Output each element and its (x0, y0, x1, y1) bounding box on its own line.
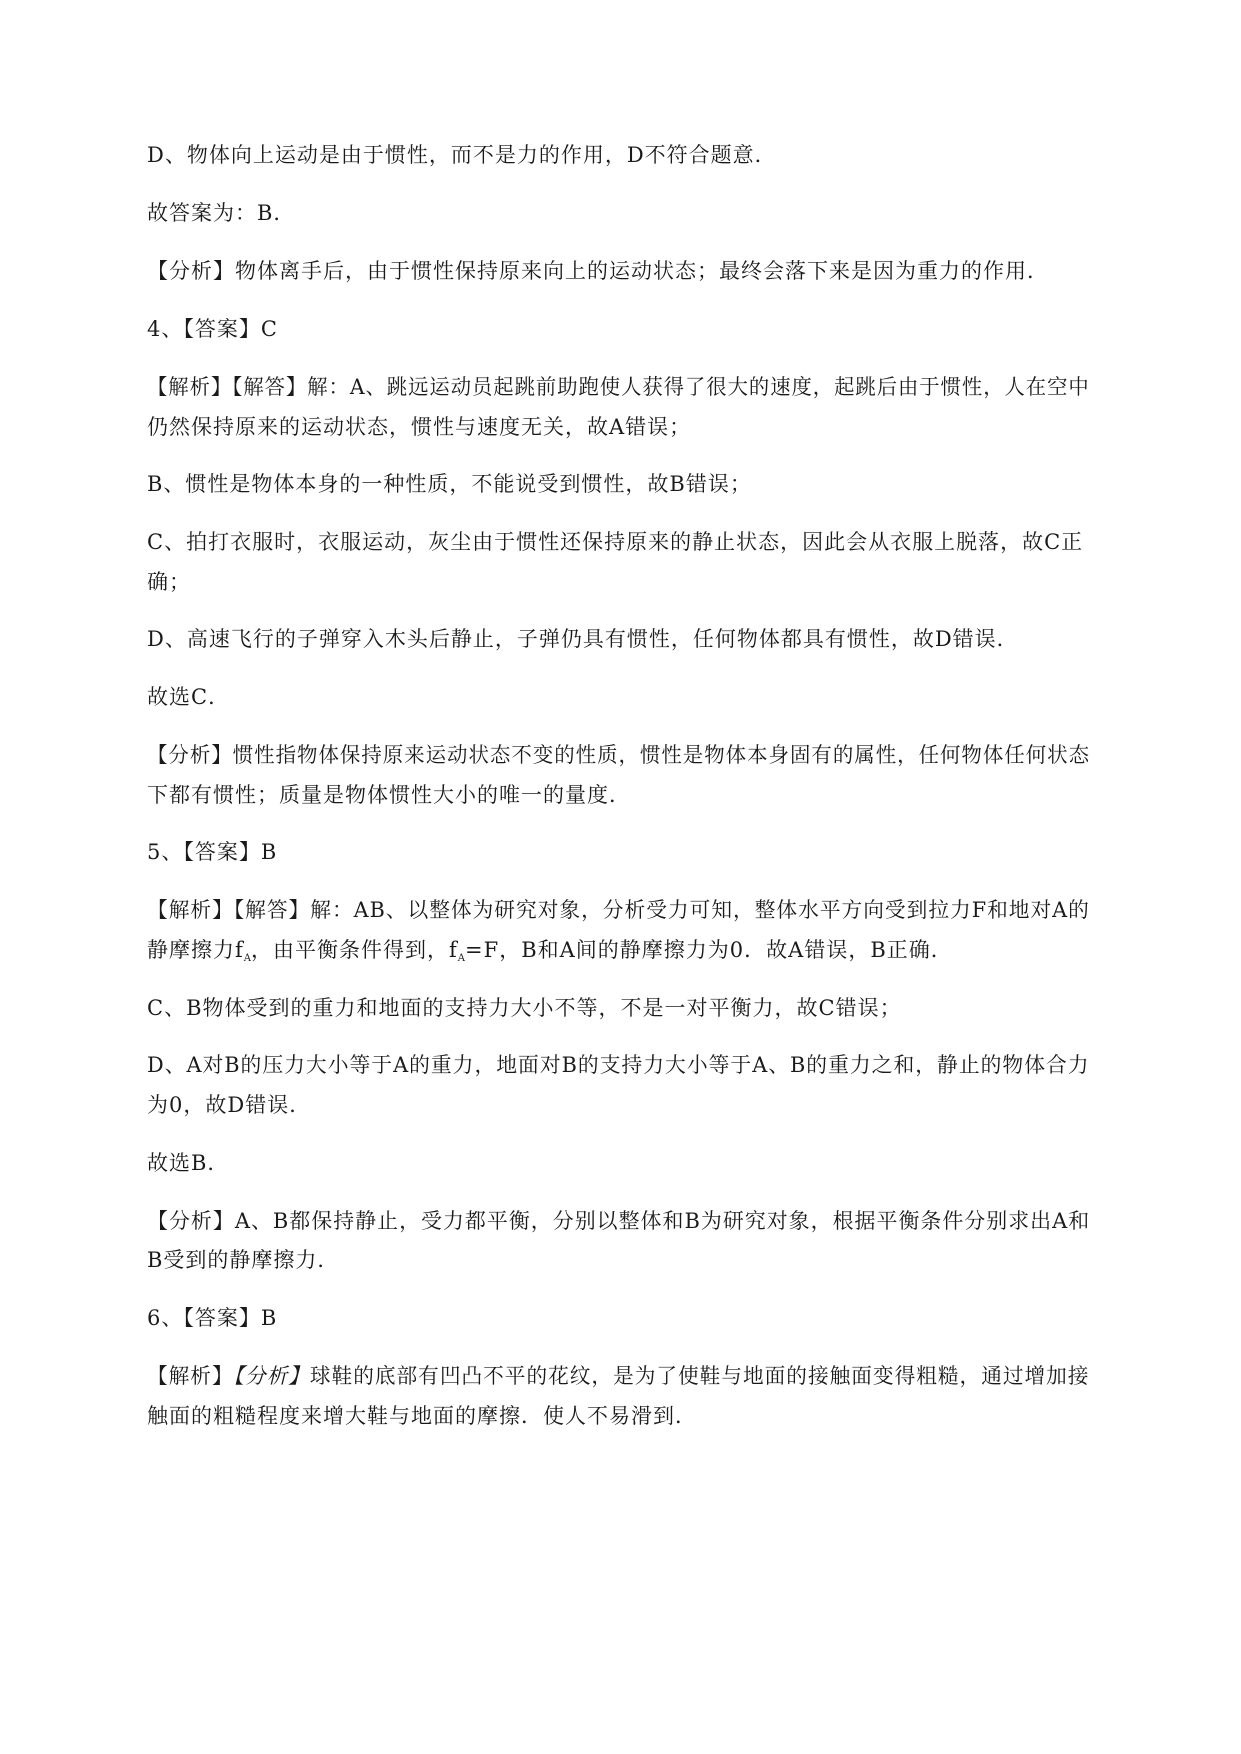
text-line: D、A对B的压力大小等于A的重力，地面对B的支持力大小等于A、B的重力之和，静止的物体合力 (147, 1053, 1090, 1077)
text-line: 5、【答案】B (147, 840, 278, 864)
text-line: D、高速飞行的子弹穿入木头后静止，子弹仍具有惯性，任何物体都具有惯性，故D错误． (147, 627, 1019, 651)
text-line: 【分析】惯性指物体保持原来运动状态不变的性质，惯性是物体本身固有的属性，任何物体任何状态 (147, 743, 1091, 767)
text-line: C、B物体受到的重力和地面的支持力大小不等，不是一对平衡力，故C错误； (147, 996, 902, 1020)
text-line: 【解析】【解答】解：AB、以整体为研究对象，分析受力可知，整体水平方向受到拉力F和地对A的 (147, 898, 1090, 922)
text-line-with-subscript (147, 935, 953, 974)
italic-span: 【分析】 (233, 1364, 310, 1388)
text-line: C、拍打衣服时，衣服运动，灰尘由于惯性还保持原来的静止状态，因此会从衣服上脱落，故C正 (147, 530, 1084, 554)
text-line: B、惯性是物体本身的一种性质，不能说受到惯性，故B错误； (147, 472, 752, 496)
text-line: 仍然保持原来的运动状态，惯性与速度无关，故A错误； (147, 415, 692, 439)
text-line: 故选B． (147, 1151, 230, 1175)
text-span: ，由平衡条件得到，f (251, 938, 458, 962)
text-line: 下都有惯性；质量是物体惯性大小的唯一的量度． (147, 783, 631, 807)
text-line: D、物体向上运动是由于惯性，而不是力的作用，D不符合题意． (147, 143, 777, 167)
text-line: B受到的静摩擦力． (147, 1248, 340, 1272)
text-span: 静摩擦力f (147, 938, 244, 962)
text-line: 故答案为：B． (147, 201, 296, 225)
text-line: 【分析】物体离手后，由于惯性保持原来向上的运动状态；最终会落下来是因为重力的作用． (147, 259, 1049, 283)
text-line: 为0，故D错误． (147, 1093, 312, 1117)
text-line: 【解析】【解答】解：A、跳远运动员起跳前助跑使人获得了很大的速度，起跳后由于惯性，人在空中 (147, 375, 1090, 399)
text-line: 触面的粗糙程度来增大鞋与地面的摩擦．使人不易滑到． (147, 1404, 697, 1428)
text-line: 【分析】A、B都保持静止，受力都平衡，分别以整体和B为研究对象，根据平衡条件分别求出A和 (147, 1209, 1091, 1233)
subscript: A (243, 953, 252, 964)
text-line: 6、【答案】B (147, 1306, 278, 1330)
text-line: 4、【答案】C (147, 317, 278, 341)
text-line-with-italic (147, 1361, 1089, 1391)
text-span: 球鞋的底部有凹凸不平的花纹，是为了使鞋与地面的接触面变得粗糙，通过增加接 (309, 1364, 1090, 1388)
text-line: 故选C． (147, 685, 231, 709)
subscript: A (457, 953, 466, 964)
text-span: =F，B和A间的静摩擦力为0．故A错误，B正确． (465, 938, 953, 962)
text-line: 确； (147, 570, 191, 594)
text-span: 【解析】 (147, 1364, 234, 1388)
